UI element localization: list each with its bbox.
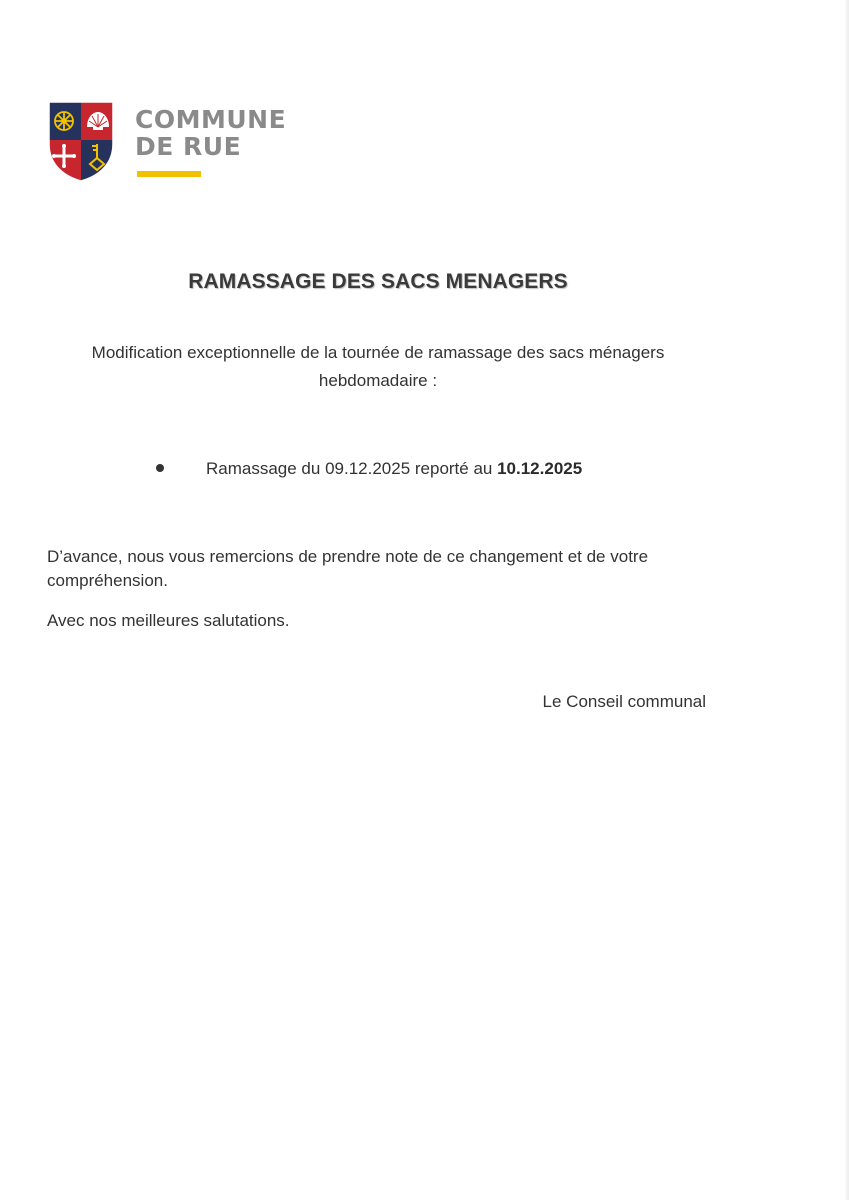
intro-text <box>60 339 696 395</box>
wheel-icon <box>55 112 73 130</box>
intro-line-1: Modification exceptionnelle de la tournée de ramassage des sacs ménagers <box>91 343 665 362</box>
coat-of-arms-icon <box>47 100 115 182</box>
bullet-dot-icon <box>156 464 164 472</box>
signature: Le Conseil communal <box>542 692 706 711</box>
scan-edge-shadow <box>844 0 849 1200</box>
thanks-paragraph: D’avance, nous vous remercions de prendre note de ce changement et de votre compréhension. <box>47 547 649 590</box>
bullet-item <box>156 457 676 483</box>
document-title: RAMASSAGE DES SACS MENAGERS <box>188 270 568 293</box>
logo-text-line2: DE RUE <box>135 132 242 161</box>
logo-text-line1: COMMUNE <box>135 105 287 134</box>
bullet-text-prefix: Ramassage du 09.12.2025 reporté au <box>206 459 498 478</box>
commune-logo <box>47 100 307 185</box>
new-date: 10.12.2025 <box>497 459 583 478</box>
logo-accent-bar <box>137 171 201 177</box>
closing-salutation: Avec nos meilleures salutations. <box>47 611 290 630</box>
intro-line-2: hebdomadaire : <box>318 371 438 390</box>
bullet-text <box>206 457 582 481</box>
